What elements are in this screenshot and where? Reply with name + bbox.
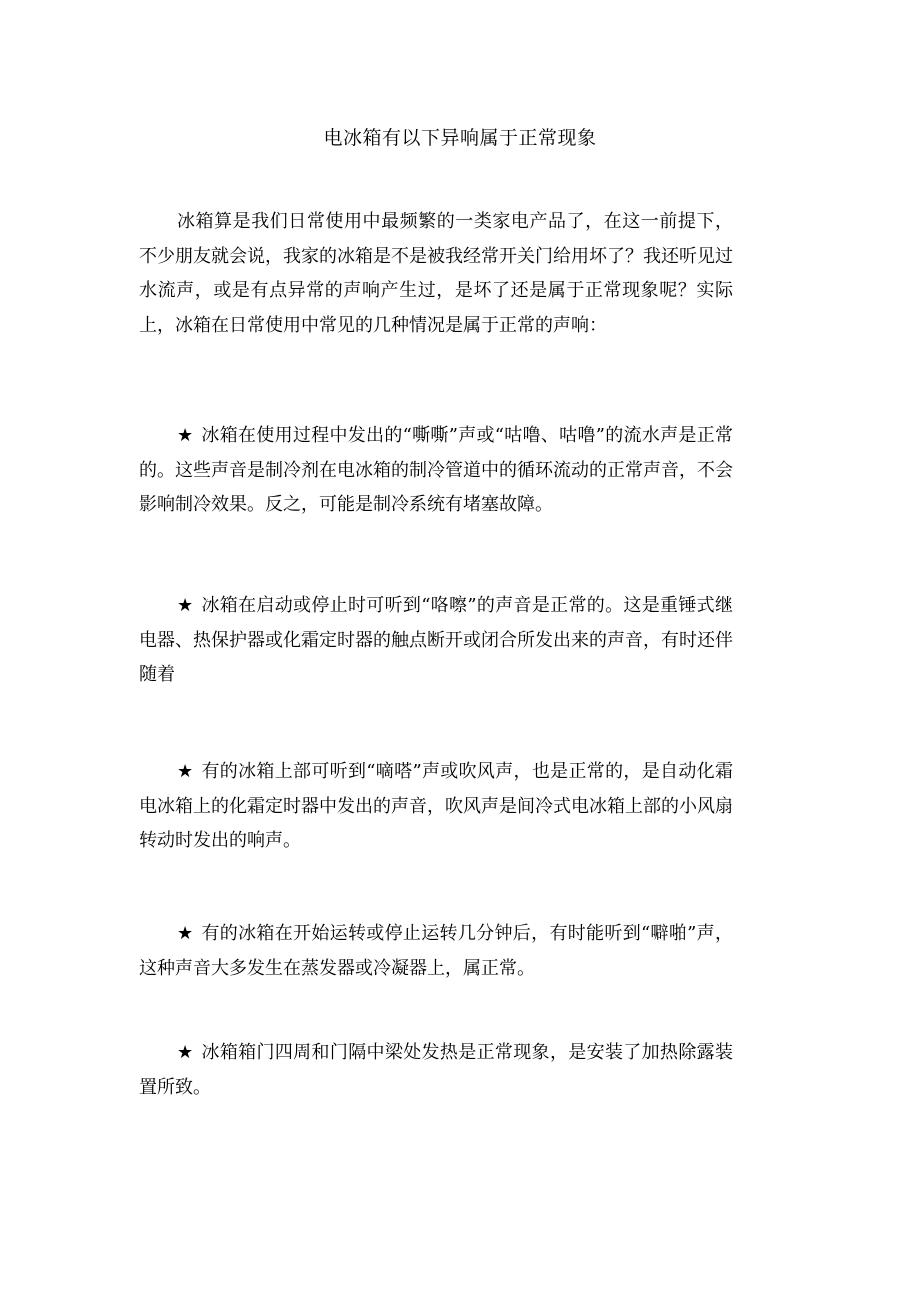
list-item — [139, 589, 733, 693]
list-item-text: 冰箱在启动或停止时可听到“咯嚓”的声音是正常的。这是重锤式继电器、热保护器或化霜定时器的触点断开或闭合所发出来的声音，有时还伴随着 — [139, 595, 733, 685]
list-item-text: 冰箱在使用过程中发出的“嘶嘶”声或“咕噜、咕噜”的流水声是正常的。这些声音是制冷剂在电冰箱的制冷管道中的循环流动的正常声音，不会影响制冷效果。反之，可能是制冷系统有堵塞故障。 — [139, 425, 733, 515]
star-icon: ★ — [177, 595, 194, 616]
list-item — [139, 755, 733, 859]
star-icon: ★ — [177, 425, 194, 446]
list-item — [139, 1036, 733, 1105]
star-icon: ★ — [177, 761, 194, 782]
list-item — [139, 419, 733, 523]
star-icon: ★ — [177, 923, 194, 944]
star-icon: ★ — [177, 1042, 194, 1063]
page-title: 电冰箱有以下异响属于正常现象 — [323, 127, 597, 149]
list-item-text: 有的冰箱在开始运转或停止运转几分钟后，有时能听到“噼啪”声，这种声音大多发生在蒸发器或冷凝器上，属正常。 — [139, 923, 733, 979]
list-item — [139, 917, 733, 986]
list-item-text: 有的冰箱上部可听到“嘀嗒”声或吹风声，也是正常的，是自动化霜电冰箱上的化霜定时器中发出的声音，吹风声是间冷式电冰箱上部的小风扇转动时发出的响声。 — [139, 761, 733, 851]
intro-paragraph: 冰箱算是我们日常使用中最频繁的一类家电产品了，在这一前提下，不少朋友就会说，我家的冰箱是不是被我经常开关门给用坏了？我还听见过水流声，或是有点异常的声响产生过，是坏了还是属于正常现象呢？实际上，冰箱在日常使用中常见的几种情况是属于正常的声响： — [139, 211, 733, 336]
list-item-text: 冰箱箱门四周和门隔中梁处发热是正常现象，是安装了加热除露装置所致。 — [139, 1042, 733, 1098]
